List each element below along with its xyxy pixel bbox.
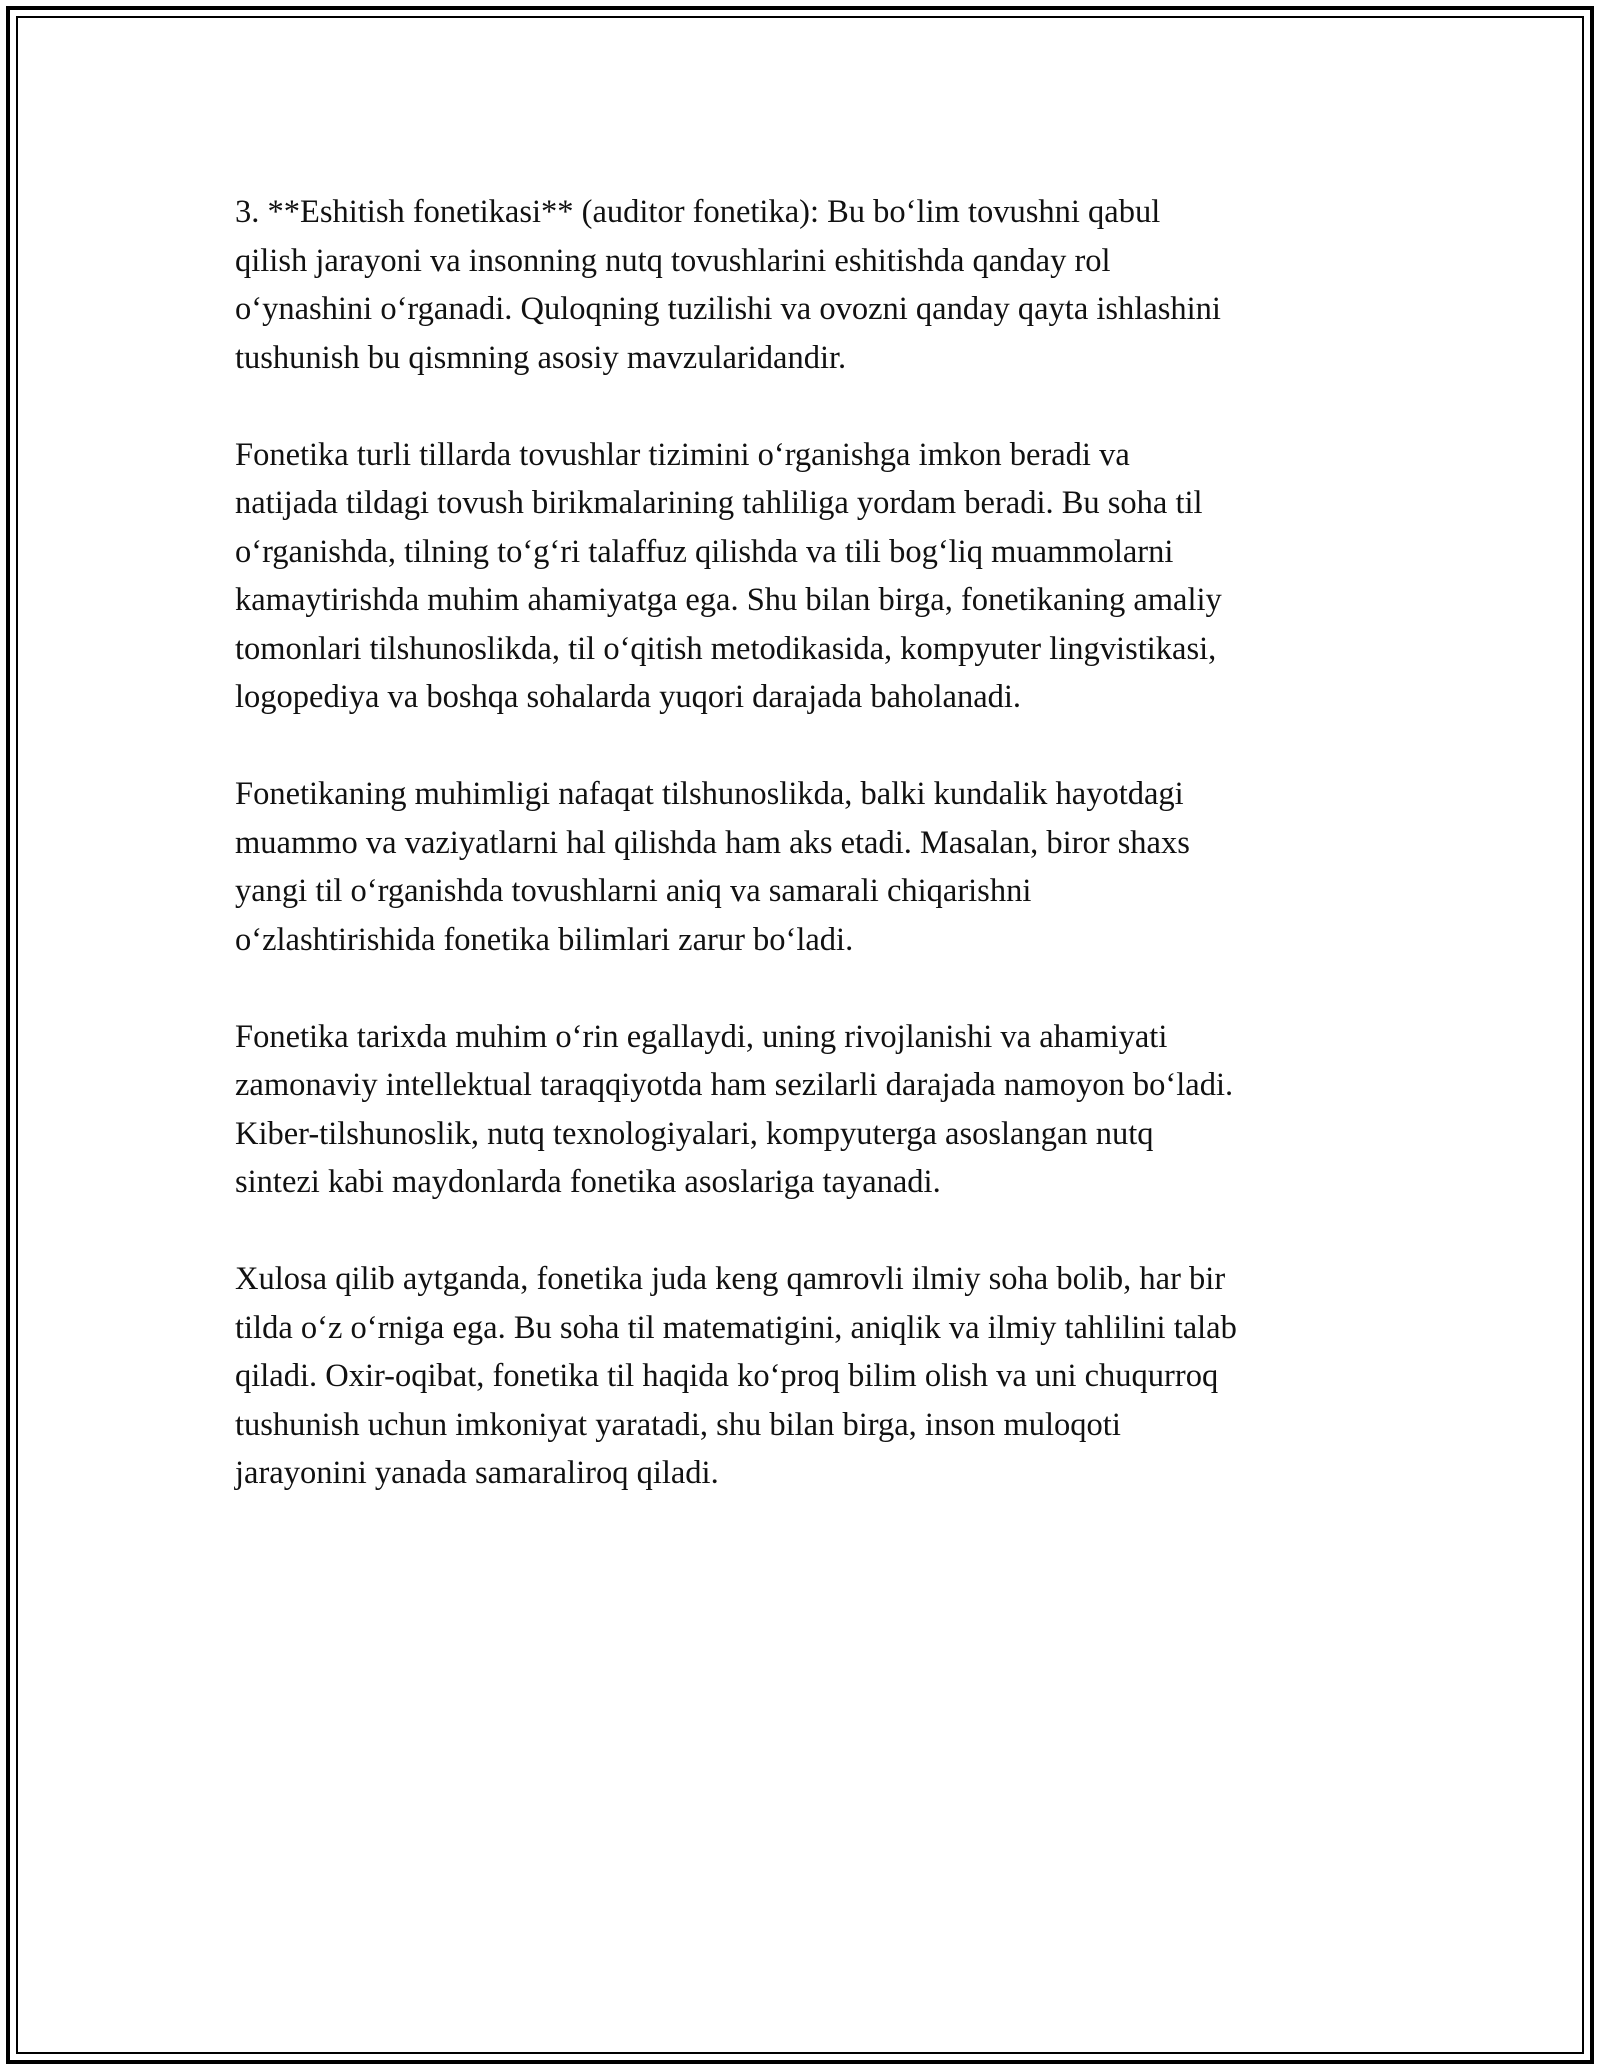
text-line: tomonlari tilshunoslikda, til o‘qitish metodikasida, kompyuter lingvistikasi, [235, 630, 1217, 667]
document-body [235, 188, 1400, 1546]
text-line: zamonaviy intellektual taraqqiyotda ham sezilarli darajada namoyon bo‘ladi. [235, 1067, 1234, 1103]
text-line: 3. **Eshitish fonetikasi** (auditor fonetika): Bu bo‘lim tovushni qabul [235, 194, 1161, 230]
paragraph-importance [235, 770, 1400, 964]
text-line: Kiber-tilshunoslik, nutq texnologiyalari, kompyuterga asoslangan nutq [235, 1115, 1154, 1152]
text-line: natijada tildagi tovush birikmalarining tahliliga yordam beradi. Bu soha til [235, 485, 1203, 521]
text-line: sintezi kabi maydonlarda fonetika asoslariga tayanadi. [235, 1164, 941, 1200]
text-line: o‘rganishda, tilning to‘g‘ri talaffuz qilishda va tili bog‘liq muammolarni [235, 533, 1174, 570]
text-line: qilish jarayoni va insonning nutq tovushlarini eshitishda qanday rol [235, 242, 1111, 279]
text-line: kamaytirishda muhim ahamiyatga ega. Shu bilan birga, fonetikaning amaliy [235, 582, 1222, 618]
text-line: o‘zlashtirishida fonetika bilimlari zarur bo‘ladi. [235, 921, 854, 958]
text-line: tilda o‘z o‘rniga ega. Bu soha til matematigini, aniqlik va ilmiy tahlilini talab [235, 1309, 1237, 1346]
text-line: o‘ynashini o‘rganadi. Quloqning tuzilishi va ovozni qanday qayta ishlashini [235, 291, 1221, 327]
text-line: Xulosa qilib aytganda, fonetika juda keng qamrovli ilmiy soha bolib, har bir [235, 1261, 1226, 1297]
paragraph-auditory-phonetics [235, 188, 1400, 382]
text-line: jarayonini yanada samaraliroq qiladi. [235, 1455, 719, 1491]
text-line: Fonetikaning muhimligi nafaqat tilshunoslikda, balki kundalik hayotdagi [235, 776, 1184, 812]
text-line: yangi til o‘rganishda tovushlarni aniq va samarali chiqarishni [235, 873, 1032, 909]
text-line: Fonetika turli tillarda tovushlar tizimini o‘rganishga imkon beradi va [235, 436, 1130, 473]
text-line: Fonetika tarixda muhim o‘rin egallaydi, uning rivojlanishi va ahamiyati [235, 1018, 1168, 1055]
paragraph-sound-systems [235, 431, 1400, 722]
text-line: qiladi. Oxir-oqibat, fonetika til haqida ko‘proq bilim olish va uni chuqurroq [235, 1358, 1219, 1394]
text-line: logopediya va boshqa sohalarda yuqori darajada baholanadi. [235, 679, 1022, 715]
paragraph-conclusion [235, 1255, 1400, 1498]
text-line: tushunish uchun imkoniyat yaratadi, shu bilan birga, inson muloqoti [235, 1406, 1121, 1443]
paragraph-history [235, 1013, 1400, 1207]
text-line: muammo va vaziyatlarni hal qilishda ham aks etadi. Masalan, biror shaxs [235, 824, 1190, 861]
text-line: tushunish bu qismning asosiy mavzularidandir. [235, 339, 847, 376]
